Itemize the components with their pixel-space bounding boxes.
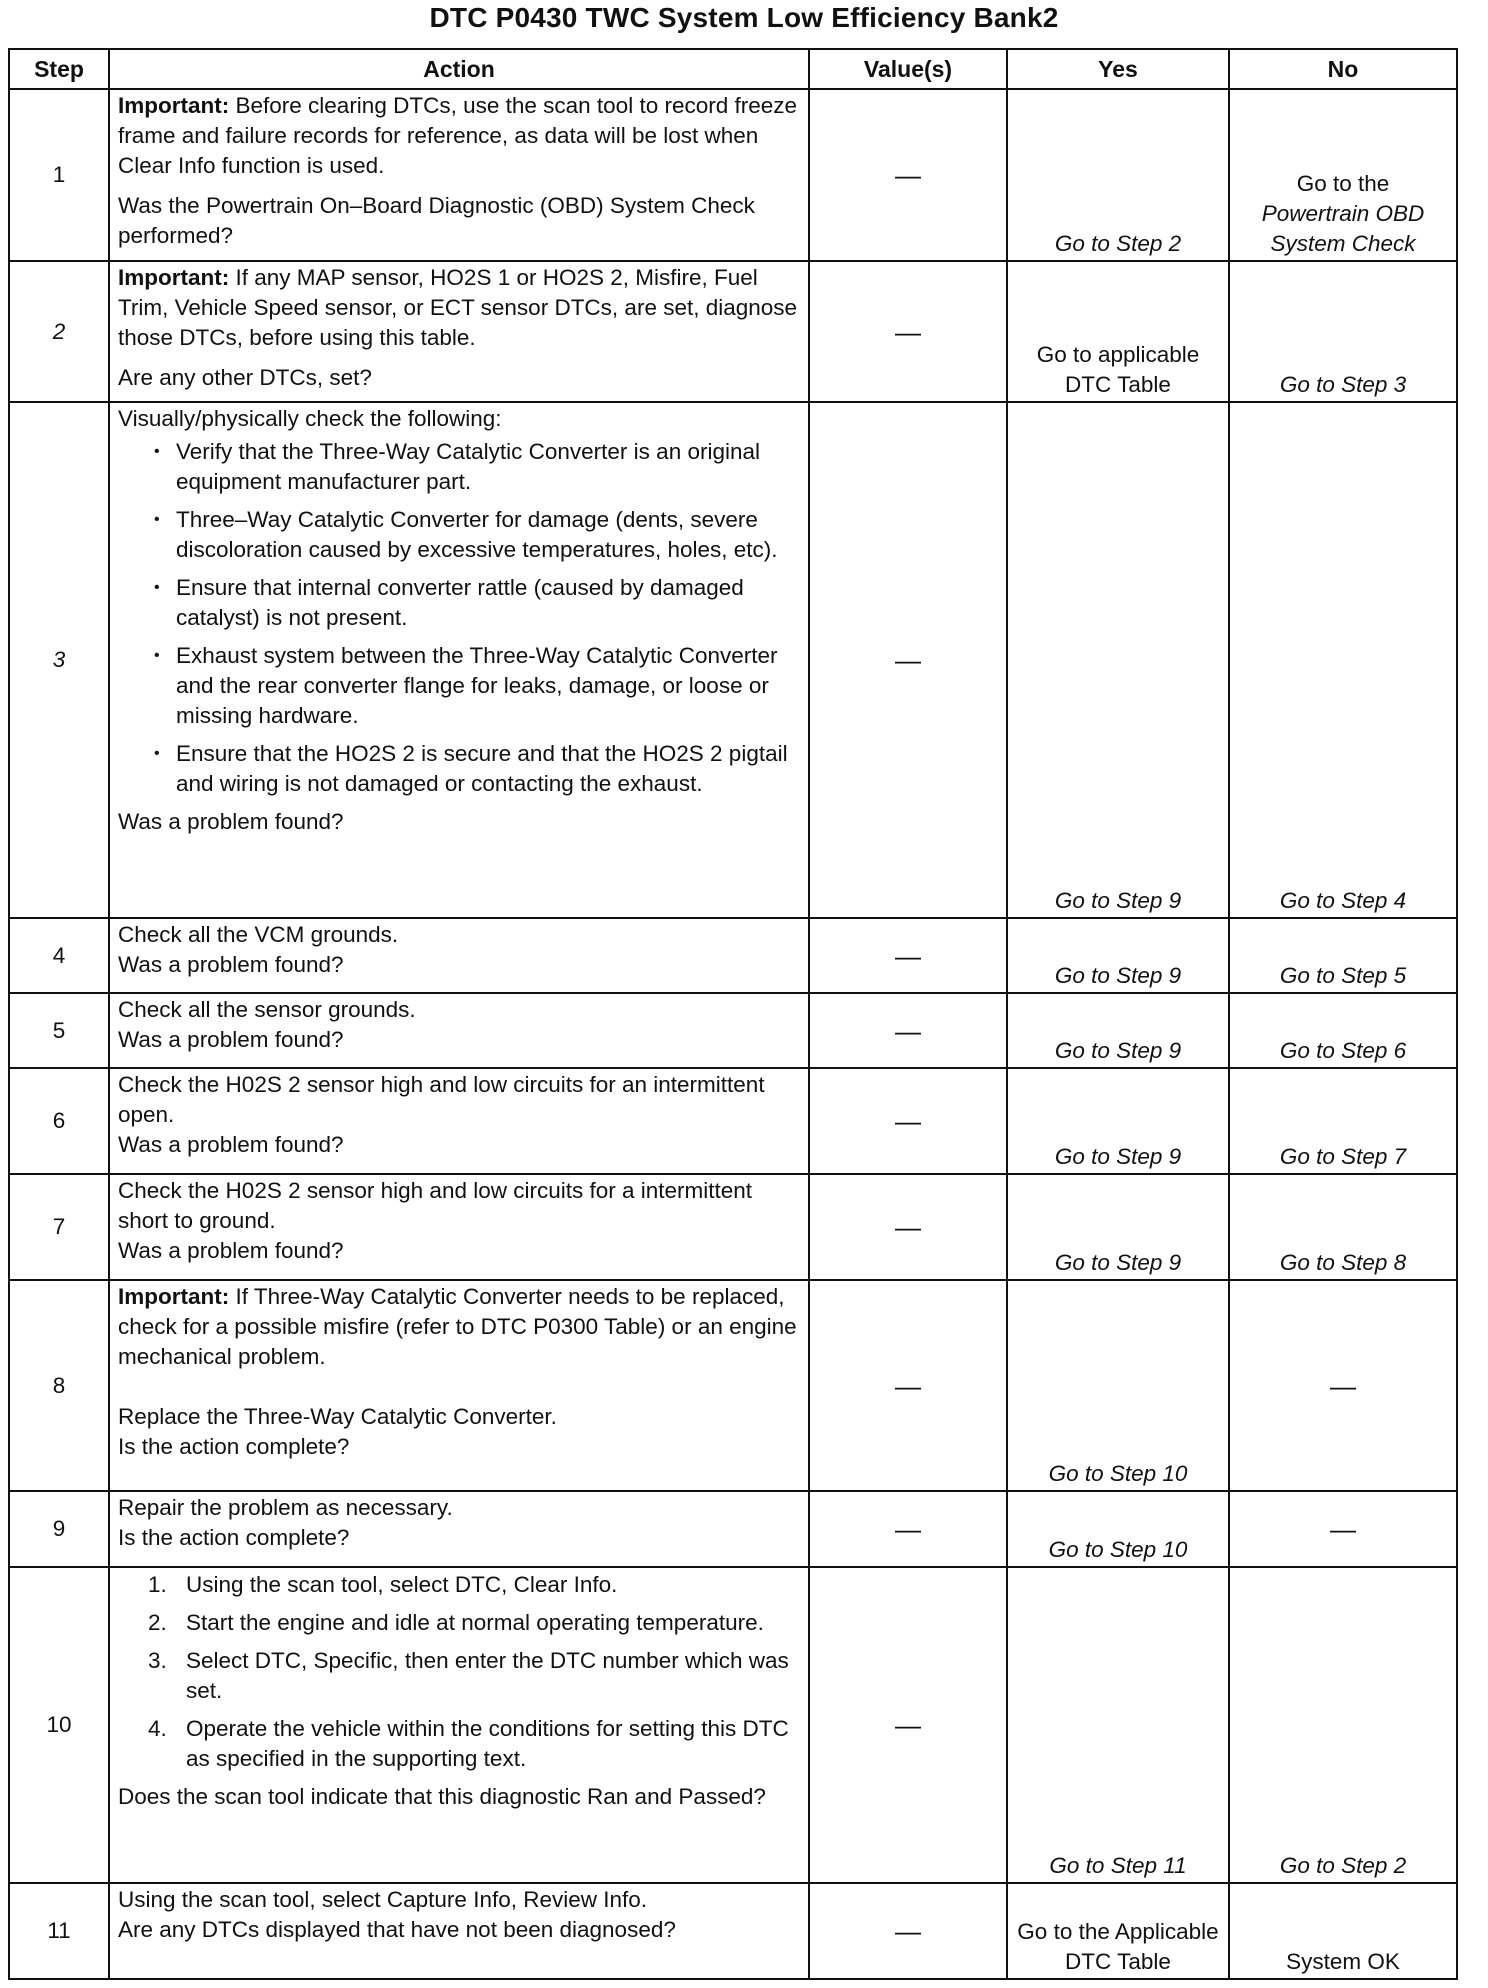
- question-text: Was a problem found?: [118, 1027, 344, 1052]
- question-text: Are any other DTCs, set?: [118, 365, 372, 390]
- action-text: Replace the Three-Way Catalytic Converter.: [118, 1404, 557, 1429]
- item-text: Start the engine and idle at normal operating temperature.: [186, 1610, 764, 1635]
- table-row-step-11: [9, 1883, 1457, 1979]
- value-cell: —: [809, 1567, 1007, 1883]
- list-item: [148, 1608, 800, 1638]
- step-number: 4: [9, 918, 109, 993]
- list-item: • Ensure that the HO2S 2 is secure and that the HO2S 2 pigtail and wiring is not damaged or contacting the exhaust.: [148, 739, 800, 799]
- question-text: Is the action complete?: [118, 1434, 350, 1459]
- header-row: [9, 49, 1457, 89]
- step-number: 7: [9, 1174, 109, 1280]
- no-cell: Go to Step 3: [1229, 261, 1457, 402]
- value-cell: —: [809, 1883, 1007, 1979]
- important-label: Important:: [118, 93, 230, 118]
- step-number: 9: [9, 1491, 109, 1567]
- header-no: No: [1229, 49, 1457, 89]
- no-cell: Go to Step 5: [1229, 918, 1457, 993]
- no-cell-link: Powertrain OBD System Check: [1261, 201, 1425, 256]
- item-number: 3.: [148, 1648, 167, 1673]
- important-note: [118, 1282, 800, 1372]
- no-cell-prefix: Go to the: [1296, 171, 1390, 196]
- header-yes: Yes: [1007, 49, 1229, 89]
- action-cell: [109, 1883, 809, 1979]
- procedure-list: [118, 1570, 800, 1774]
- step-number: 5: [9, 993, 109, 1068]
- yes-cell: Go to Step 9: [1007, 1174, 1229, 1280]
- step-number: 1: [9, 89, 109, 261]
- action-text: Check all the VCM grounds.: [118, 922, 399, 947]
- list-item: • Ensure that internal converter rattle (caused by damaged catalyst) is not present.: [148, 573, 800, 633]
- step-number: 8: [9, 1280, 109, 1491]
- item-text: Operate the vehicle within the conditions for setting this DTC as specified in the supporting text.: [186, 1716, 789, 1771]
- action-text: Check all the sensor grounds.: [118, 997, 416, 1022]
- yes-cell: Go to Step 10: [1007, 1491, 1229, 1567]
- action-cell: [109, 1280, 809, 1491]
- step-number: 3: [9, 402, 109, 918]
- question-text: Was a problem found?: [118, 809, 344, 834]
- no-cell: Go to Step 7: [1229, 1068, 1457, 1174]
- value-cell: —: [809, 89, 1007, 261]
- question-text: Was the Powertrain On–Board Diagnostic (OBD) System Check performed?: [118, 193, 755, 248]
- question-text: Are any DTCs displayed that have not been diagnosed?: [118, 1917, 676, 1942]
- item-number: 2.: [148, 1610, 167, 1635]
- yes-cell: Go to Step 9: [1007, 993, 1229, 1068]
- value-cell: —: [809, 1068, 1007, 1174]
- yes-cell: Go to Step 2: [1007, 89, 1229, 261]
- step-number: 2: [9, 261, 109, 402]
- table-row-step-4: [9, 918, 1457, 993]
- header-step: Step: [9, 49, 109, 89]
- item-number: 1.: [148, 1572, 167, 1597]
- question-text: Does the scan tool indicate that this diagnostic Ran and Passed?: [118, 1784, 766, 1809]
- table-row-step-3: [9, 402, 1457, 918]
- item-text: Using the scan tool, select DTC, Clear Info.: [186, 1572, 618, 1597]
- action-text: Using the scan tool, select Capture Info, Review Info.: [118, 1887, 648, 1912]
- no-cell: —: [1229, 1280, 1457, 1491]
- question-text: Was a problem found?: [118, 1238, 344, 1263]
- action-cell: [109, 1567, 809, 1883]
- no-cell: System OK: [1229, 1883, 1457, 1979]
- important-text: Before clearing DTCs, use the scan tool to record freeze frame and failure records for reference, as data will be lost when Clear Info function is used.: [118, 93, 798, 178]
- item-number: 4.: [148, 1716, 167, 1741]
- step-number: 11: [9, 1883, 109, 1979]
- important-note: [118, 91, 800, 181]
- value-cell: —: [809, 1491, 1007, 1567]
- action-cell: [109, 993, 809, 1068]
- action-text: Check the H02S 2 sensor high and low circuits for an intermittent open.: [118, 1072, 765, 1127]
- list-item: • Three–Way Catalytic Converter for damage (dents, severe discoloration caused by excessive temperatures, holes, etc).: [148, 505, 800, 565]
- step-number: 6: [9, 1068, 109, 1174]
- yes-cell: Go to the Applicable DTC Table: [1007, 1883, 1229, 1979]
- check-list: [118, 437, 800, 799]
- page-title: DTC P0430 TWC System Low Efficiency Bank2: [429, 2, 1059, 33]
- table-row-step-9: [9, 1491, 1457, 1567]
- diagnostic-table: [8, 48, 1458, 1980]
- item-text: Select DTC, Specific, then enter the DTC number which was set.: [186, 1648, 789, 1703]
- value-cell: —: [809, 261, 1007, 402]
- value-cell: —: [809, 993, 1007, 1068]
- list-item: [148, 1714, 800, 1774]
- yes-cell: Go to Step 11: [1007, 1567, 1229, 1883]
- table-row-step-1: [9, 89, 1457, 261]
- question-text: Was a problem found?: [118, 1132, 344, 1157]
- no-cell: —: [1229, 1491, 1457, 1567]
- yes-cell: Go to Step 10: [1007, 1280, 1229, 1491]
- table-row-step-6: [9, 1068, 1457, 1174]
- important-text: If any MAP sensor, HO2S 1 or HO2S 2, Misfire, Fuel Trim, Vehicle Speed sensor, or ECT sensor DTCs, are set, diagnose those DTCs, before using this table.: [118, 265, 798, 350]
- list-item: • Exhaust system between the Three-Way Catalytic Converter and the rear converter flange for leaks, damage, or loose or missing hardware.: [148, 641, 800, 731]
- action-cell: [109, 1174, 809, 1280]
- yes-cell: Go to Step 9: [1007, 1068, 1229, 1174]
- action-cell: [109, 1491, 809, 1567]
- important-text: If Three-Way Catalytic Converter needs to be replaced, check for a possible misfire (refer to DTC P0300 Table) or an engine mechanical problem.: [118, 1284, 797, 1369]
- action-text: Repair the problem as necessary.: [118, 1495, 453, 1520]
- yes-cell: Go to Step 9: [1007, 402, 1229, 918]
- value-cell: —: [809, 918, 1007, 993]
- value-cell: —: [809, 1174, 1007, 1280]
- yes-cell: Go to applicable DTC Table: [1007, 261, 1229, 402]
- action-text: Check the H02S 2 sensor high and low circuits for a intermittent short to ground.: [118, 1178, 753, 1233]
- question-text: Was a problem found?: [118, 952, 344, 977]
- header-values: Value(s): [809, 49, 1007, 89]
- list-item: [148, 1646, 800, 1706]
- important-note: [118, 263, 800, 353]
- question-text: Is the action complete?: [118, 1525, 350, 1550]
- action-cell: [109, 1068, 809, 1174]
- table-row-step-7: [9, 1174, 1457, 1280]
- table-row-step-2: [9, 261, 1457, 402]
- no-cell: Go to Step 2: [1229, 1567, 1457, 1883]
- action-cell: [109, 89, 809, 261]
- step-number: 10: [9, 1567, 109, 1883]
- value-cell: —: [809, 402, 1007, 918]
- intro-text: Visually/physically check the following:: [118, 406, 502, 431]
- no-cell: Go to Step 4: [1229, 402, 1457, 918]
- value-cell: —: [809, 1280, 1007, 1491]
- no-cell: Go to Step 8: [1229, 1174, 1457, 1280]
- table-row-step-8: [9, 1280, 1457, 1491]
- action-cell: [109, 402, 809, 918]
- no-cell: [1229, 89, 1457, 261]
- important-label: Important:: [118, 1284, 230, 1309]
- important-label: Important:: [118, 265, 230, 290]
- list-item: [148, 1570, 800, 1600]
- list-item: • Verify that the Three-Way Catalytic Converter is an original equipment manufacturer part.: [148, 437, 800, 497]
- table-row-step-10: [9, 1567, 1457, 1883]
- header-action: Action: [109, 49, 809, 89]
- yes-cell: Go to Step 9: [1007, 918, 1229, 993]
- table-row-step-5: [9, 993, 1457, 1068]
- action-cell: [109, 918, 809, 993]
- action-cell: [109, 261, 809, 402]
- no-cell: Go to Step 6: [1229, 993, 1457, 1068]
